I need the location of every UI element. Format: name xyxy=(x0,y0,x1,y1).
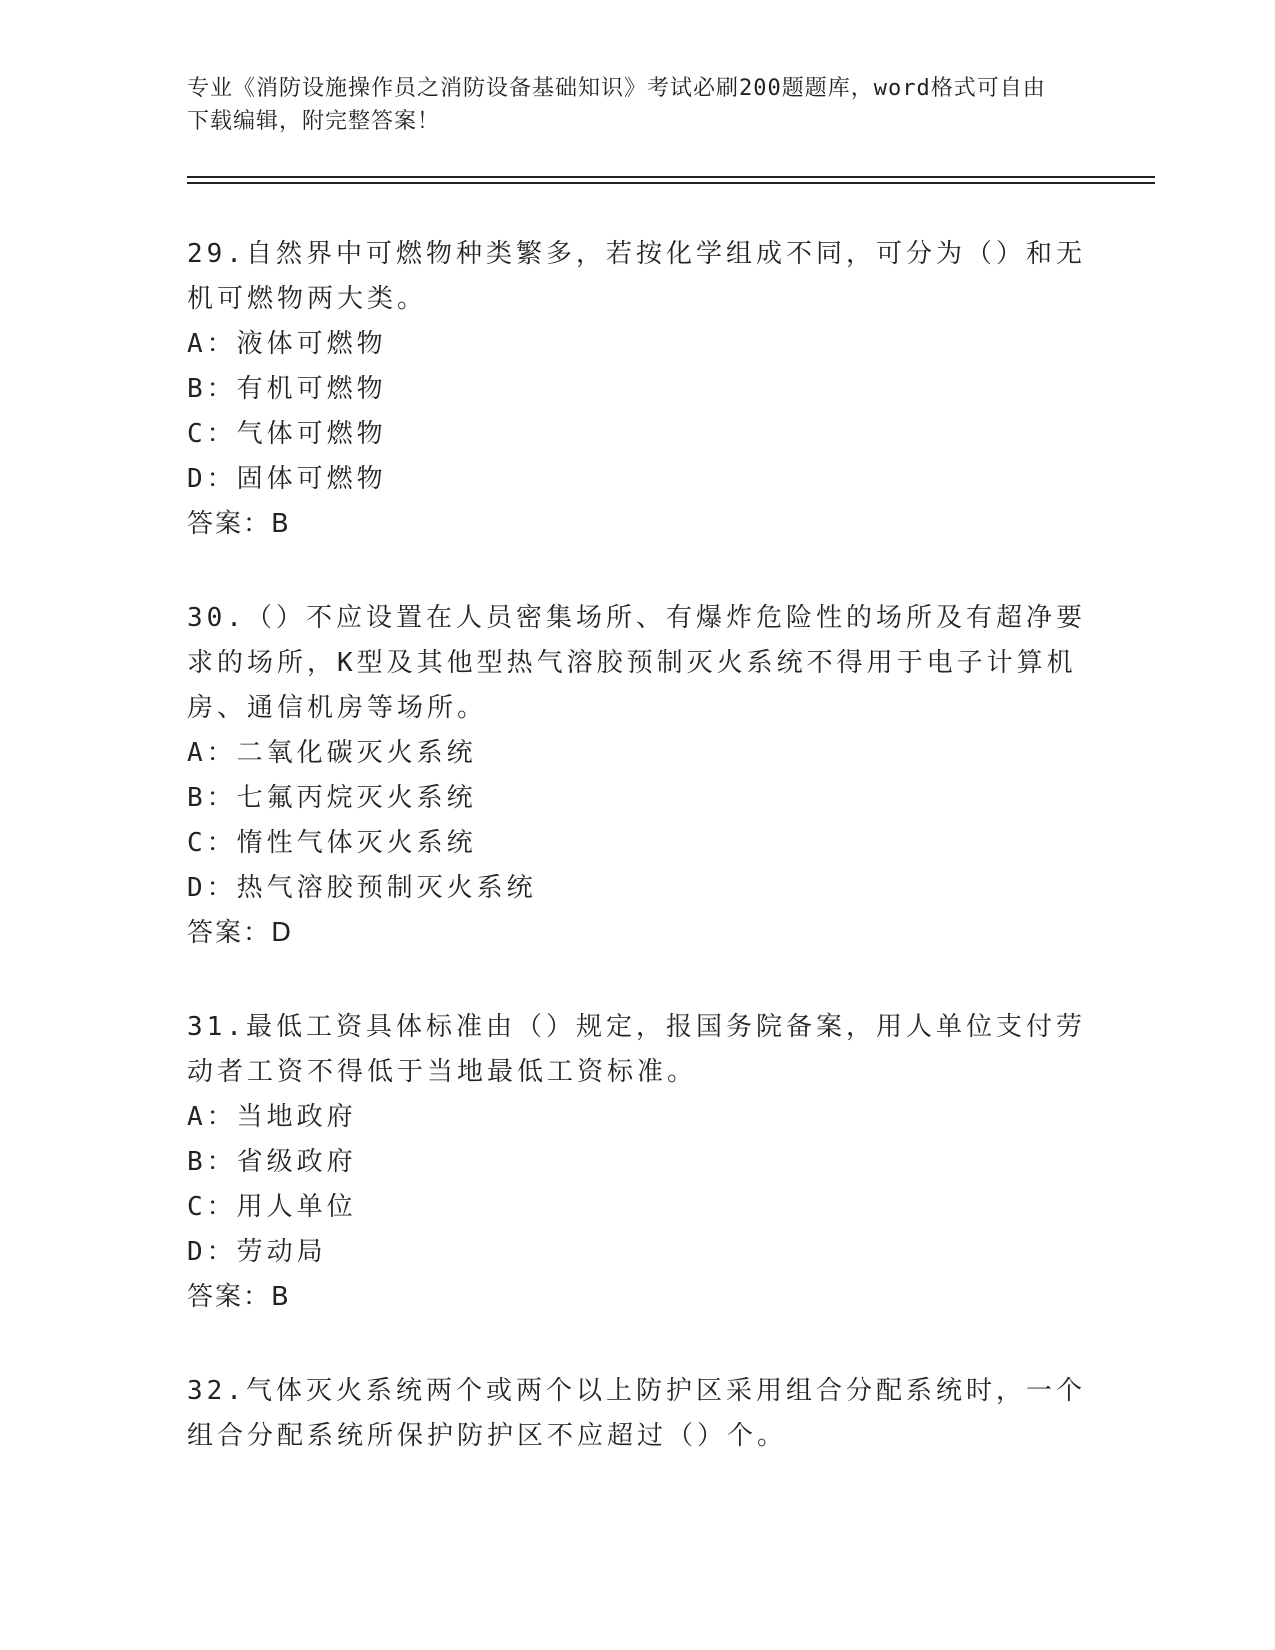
question-29 xyxy=(187,232,1087,547)
option-c: C：用人单位 xyxy=(187,1192,357,1222)
option-c: C：惰性气体灭火系统 xyxy=(187,828,477,858)
question-32 xyxy=(187,1369,1087,1459)
option-a: A：液体可燃物 xyxy=(187,329,387,359)
question-31 xyxy=(187,1005,1087,1320)
header-divider-top xyxy=(187,176,1155,178)
question-30 xyxy=(187,596,1087,956)
option-a: A：当地政府 xyxy=(187,1102,357,1132)
option-b: B：七氟丙烷灭火系统 xyxy=(187,783,477,813)
document-header: 专业《消防设施操作员之消防设备基础知识》考试必刷200题题库，word格式可自由下载编辑，附完整答案！ xyxy=(187,76,1046,134)
option-c: C：气体可燃物 xyxy=(187,419,387,449)
answer: 答案：B xyxy=(187,509,291,539)
option-a: A：二氧化碳灭火系统 xyxy=(187,738,477,768)
question-text: 32.气体灭火系统两个或两个以上防护区采用组合分配系统时，一个组合分配系统所保护防护区不应超过（）个。 xyxy=(187,1376,1086,1451)
option-d: D：热气溶胶预制灭火系统 xyxy=(187,873,537,903)
option-b: B：省级政府 xyxy=(187,1147,357,1177)
answer: 答案：D xyxy=(187,918,294,948)
question-text: 29.自然界中可燃物种类繁多，若按化学组成不同，可分为（）和无机可燃物两大类。 xyxy=(187,239,1086,314)
option-d: D：固体可燃物 xyxy=(187,464,387,494)
option-d: D：劳动局 xyxy=(187,1237,327,1267)
question-text: 30.（）不应设置在人员密集场所、有爆炸危险性的场所及有超净要求的场所，K型及其他型热气溶胶预制灭火系统不得用于电子计算机房、通信机房等场所。 xyxy=(187,603,1086,723)
question-text: 31.最低工资具体标准由（）规定，报国务院备案，用人单位支付劳动者工资不得低于当地最低工资标准。 xyxy=(187,1012,1086,1087)
header-divider-bottom xyxy=(187,182,1155,184)
option-b: B：有机可燃物 xyxy=(187,374,387,404)
answer: 答案：B xyxy=(187,1282,291,1312)
